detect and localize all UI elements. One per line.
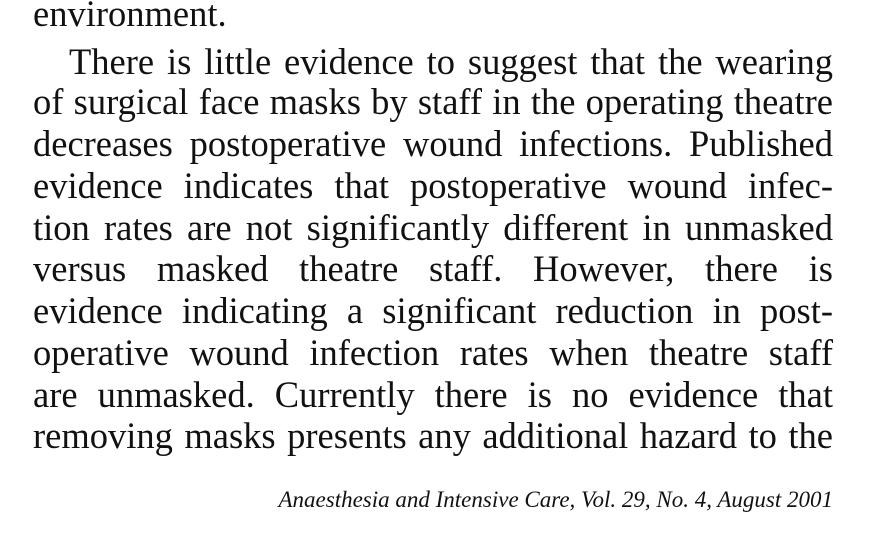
text-line: operative wound infection rates when theatre staff — [33, 332, 833, 373]
text-line: environment. — [33, 0, 227, 34]
text-line: of surgical face masks by staff in the operating theatre — [33, 81, 833, 122]
paragraph-first-line: There is little evidence to suggest that the wearing — [69, 41, 833, 82]
text-line: versus masked theatre staff. However, there is — [33, 248, 833, 289]
text-line: evidence indicates that postoperative wound infec- — [33, 165, 833, 206]
text-line: evidence indicating a significant reduction in post- — [33, 290, 833, 331]
journal-citation: Anaesthesia and Intensive Care, Vol. 29, No. 4, August 2001 — [278, 487, 833, 512]
text-line: are unmasked. Currently there is no evidence that — [33, 374, 833, 415]
text-line: decreases postoperative wound infections. Published — [33, 123, 833, 164]
text-line: tion rates are not significantly different in unmasked — [33, 207, 833, 248]
text-line: removing masks presents any additional hazard to the — [33, 415, 833, 456]
